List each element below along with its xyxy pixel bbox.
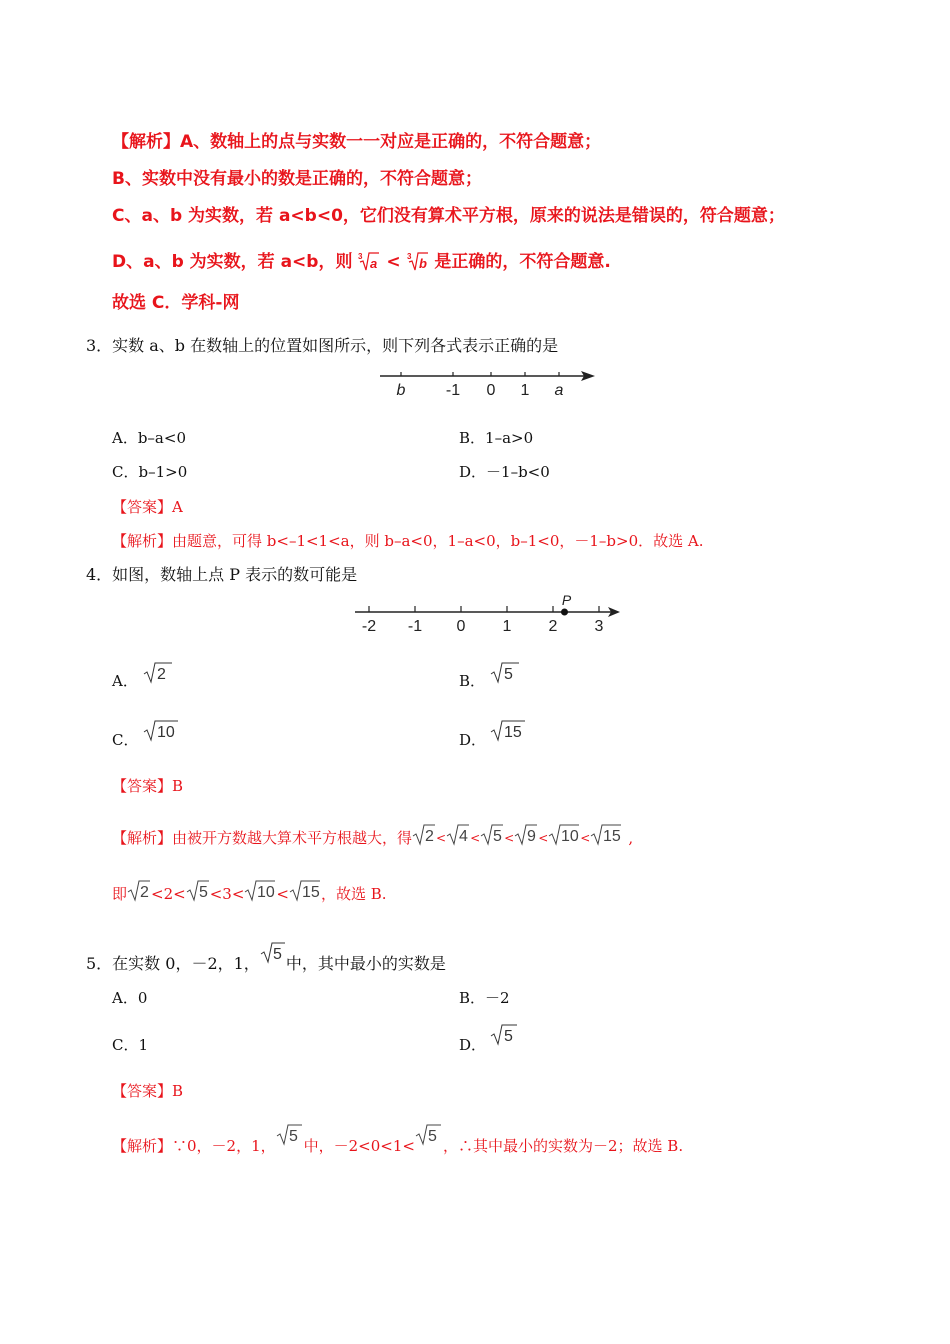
q3-answer: 【答案】A <box>112 498 183 516</box>
q4-analysis-prefix: 【解析】由被开方数越大算术平方根越大，得 <box>112 829 413 847</box>
q4-l2-mid-0: <2< <box>151 885 186 903</box>
axis-tick-label: 1 <box>502 618 512 635</box>
svg-text:15: 15 <box>504 724 522 741</box>
comma: , <box>628 829 634 847</box>
q3-option-b: B．1–a>0 <box>459 429 534 447</box>
q5-stem <box>86 940 446 974</box>
q4-answer: 【答案】B <box>112 777 184 795</box>
svg-text:4: 4 <box>459 828 468 845</box>
svg-text:10: 10 <box>561 828 580 845</box>
q5-an-b: 中，－2<0<1< <box>303 1137 415 1155</box>
q4-analysis-line1 <box>112 822 633 848</box>
q4-l2-mid-1: <3< <box>209 885 245 903</box>
point-p-label: P <box>561 592 572 608</box>
prev-analysis-b: B、实数中没有最小的数是正确的，不符合题意； <box>112 169 482 189</box>
q4-option-b-letter: B． <box>459 672 486 690</box>
q5-stem-sqrt-icon <box>260 940 286 968</box>
q4-option-c-sqrt-icon <box>142 718 180 744</box>
q4-an-sqrt-4-icon <box>446 822 470 848</box>
svg-text:5: 5 <box>504 1028 513 1045</box>
q5-answer: 【答案】B <box>112 1082 184 1100</box>
svg-text:b: b <box>418 256 427 271</box>
q4-analysis-line2 <box>112 878 387 904</box>
axis-tick-label: -1 <box>407 618 423 635</box>
lt-sign: < <box>470 831 481 845</box>
q5-an-a: 【解析】∵0，－2，1， <box>112 1137 276 1155</box>
axis-tick-label: 0 <box>486 382 496 399</box>
q4-option-a-letter: A． <box>112 672 138 690</box>
cube-root-a-icon <box>358 250 380 272</box>
q4-option-a-sqrt-icon <box>142 660 174 686</box>
prev-analysis-d-text2: 是正确的，不符合题意. <box>434 252 611 272</box>
q5-an-sqrt-2-icon <box>415 1122 443 1150</box>
svg-text:a: a <box>370 256 378 271</box>
axis-tick-label: a <box>554 382 564 399</box>
axis-tick-label: -1 <box>445 382 461 399</box>
svg-text:5: 5 <box>288 1128 298 1145</box>
svg-text:5: 5 <box>493 828 503 845</box>
q3-number-line <box>375 362 605 402</box>
q4-option-d-letter: D． <box>459 731 487 749</box>
prev-pick: 故选 C．学科-网 <box>112 293 240 313</box>
q5-option-c: C．1 <box>112 1036 149 1054</box>
q4-an-sqrt-9-icon <box>514 822 538 848</box>
prev-analysis-d-text1: D、a、b 为实数，若 a<b，则 <box>112 252 353 272</box>
q4-an-sqrt-5-icon <box>480 822 504 848</box>
q4-stem: 4．如图，数轴上点 P 表示的数可能是 <box>86 565 358 584</box>
q4-l2-end: ，故选 B. <box>320 885 387 903</box>
prev-analysis-a: 【解析】A、数轴上的点与实数一一对应是正确的，不符合题意； <box>112 132 602 152</box>
svg-text:2: 2 <box>140 884 149 901</box>
q4-l2-mid-2: < <box>276 885 289 903</box>
lt-sign: < <box>436 831 447 845</box>
q3-stem: 3．实数 a、b 在数轴上的位置如图所示，则下列各式表示正确的是 <box>86 336 559 355</box>
svg-text:3: 3 <box>406 252 411 261</box>
axis-tick-label: 1 <box>520 382 530 399</box>
lt-sign: < <box>504 831 515 845</box>
axis-tick-label: 2 <box>548 618 558 635</box>
q5-an-c: ，∴其中最小的实数为－2；故选 B. <box>442 1137 684 1155</box>
svg-text:2: 2 <box>425 828 434 845</box>
svg-text:10: 10 <box>257 884 276 901</box>
q4-line2-prefix: 即 <box>112 885 128 903</box>
cube-root-b-icon <box>407 250 429 272</box>
svg-text:5: 5 <box>427 1128 437 1145</box>
svg-text:5: 5 <box>504 666 513 683</box>
q4-l2-sqrt-5-icon <box>186 878 210 904</box>
svg-text:9: 9 <box>527 828 537 845</box>
q4-option-b-sqrt-icon <box>489 660 521 686</box>
svg-text:15: 15 <box>301 884 320 901</box>
lt-sign: < <box>538 831 549 845</box>
prev-analysis-c: C、a、b 为实数，若 a<b<0，它们没有算术平方根，原来的说法是错误的，符合题意； <box>112 206 785 226</box>
q5-option-d-sqrt-icon <box>489 1022 519 1048</box>
q4-l2-sqrt-2-icon <box>127 878 151 904</box>
q4-an-sqrt-15-icon <box>590 822 622 848</box>
q5-analysis <box>112 1122 683 1156</box>
point-p-dot <box>561 609 568 616</box>
q5-option-a: A．0 <box>112 989 148 1007</box>
prev-analysis-d <box>112 250 611 272</box>
q5-stem-a: 5．在实数 0，－2，1， <box>86 954 260 973</box>
q4-option-d-sqrt-icon <box>489 718 527 744</box>
q3-analysis: 【解析】由题意，可得 b<–1<1<a，则 b–a<0，1–a<0，b–1<0，－1–b>0．故选 A. <box>112 532 704 550</box>
svg-text:5: 5 <box>198 884 208 901</box>
q4-option-c-letter: C． <box>112 731 139 749</box>
axis-tick-label: b <box>396 382 406 399</box>
q4-l2-sqrt-10-icon <box>244 878 276 904</box>
q3-option-d: D．－1–b<0 <box>459 463 550 481</box>
q4-an-sqrt-10-icon <box>548 822 580 848</box>
svg-text:10: 10 <box>157 724 175 741</box>
lt-sign: < <box>580 831 591 845</box>
q3-option-a: A．b–a<0 <box>112 429 186 447</box>
axis-tick-label: 3 <box>594 618 604 635</box>
axis-tick-label: 0 <box>456 618 466 635</box>
q5-option-d-letter: D． <box>459 1036 487 1054</box>
q5-option-b: B．－2 <box>459 989 510 1007</box>
q5-stem-b: 中，其中最小的实数是 <box>285 954 446 973</box>
q4-number-line <box>350 592 625 636</box>
svg-text:3: 3 <box>358 252 363 261</box>
axis-tick-label: -2 <box>361 618 377 635</box>
q3-option-c: C．b–1>0 <box>112 463 188 481</box>
svg-text:2: 2 <box>157 666 166 683</box>
q4-an-sqrt-2-icon <box>412 822 436 848</box>
prev-analysis-d-lt: < <box>386 252 401 272</box>
svg-text:5: 5 <box>272 946 282 963</box>
q4-l2-sqrt-15-icon <box>289 878 321 904</box>
svg-text:15: 15 <box>603 828 622 845</box>
q5-an-sqrt-1-icon <box>276 1122 304 1150</box>
